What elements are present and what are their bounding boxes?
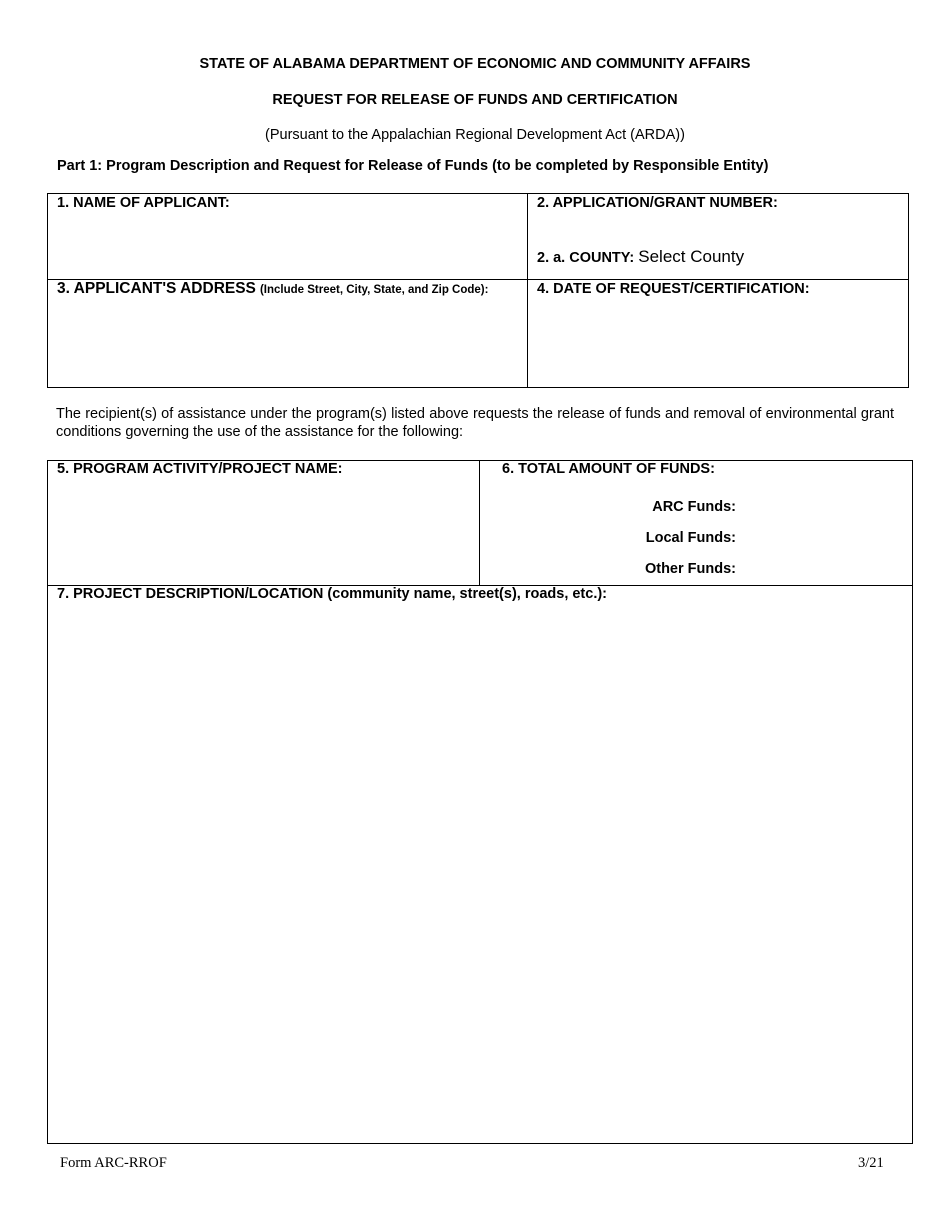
date-of-request-label: 4. DATE OF REQUEST/CERTIFICATION: xyxy=(537,281,810,297)
arc-funds-field[interactable] xyxy=(742,496,907,518)
county-row xyxy=(537,247,744,267)
form-id: Form ARC-RROF xyxy=(60,1155,167,1171)
grant-number-label: 2. APPLICATION/GRANT NUMBER: xyxy=(537,195,778,211)
agency-title: STATE OF ALABAMA DEPARTMENT OF ECONOMIC AND COMMUNITY AFFAIRS xyxy=(199,56,751,72)
applicant-address-field[interactable] xyxy=(52,302,522,382)
part1-heading: Part 1: Program Description and Request for Release of Funds (to be completed by Responsible Entity) xyxy=(57,158,769,174)
release-request-statement: The recipient(s) of assistance under the program(s) listed above requests the release of funds and removal of environmental grant conditions governing the use of the assistance for the following: xyxy=(56,406,894,440)
applicant-address-label: 3. APPLICANT'S ADDRESS xyxy=(57,280,256,297)
applicant-table-divider-vertical xyxy=(527,193,528,388)
program-name-field[interactable] xyxy=(52,482,474,580)
local-funds-field[interactable] xyxy=(742,527,907,549)
form-revision: 3/21 xyxy=(858,1155,884,1171)
local-funds-label: Local Funds: xyxy=(645,530,736,546)
grant-number-field[interactable] xyxy=(532,215,902,240)
county-label: 2. a. COUNTY: xyxy=(537,250,635,266)
county-select[interactable]: Select County xyxy=(638,247,745,266)
program-table-divider-vertical xyxy=(479,460,480,585)
arc-funds-label: ARC Funds: xyxy=(652,499,736,515)
project-description-label: 7. PROJECT DESCRIPTION/LOCATION (community name, street(s), roads, etc.): xyxy=(57,586,608,602)
program-name-label: 5. PROGRAM ACTIVITY/PROJECT NAME: xyxy=(57,461,343,477)
form-subtitle: (Pursuant to the Appalachian Regional Development Act (ARDA)) xyxy=(265,127,685,143)
name-of-applicant-field[interactable] xyxy=(52,215,522,275)
other-funds-field[interactable] xyxy=(742,558,907,580)
applicant-address-hint: (Include Street, City, State, and Zip Code): xyxy=(259,284,489,296)
date-of-request-field[interactable] xyxy=(532,302,902,382)
applicant-address-label-row xyxy=(57,280,488,298)
other-funds-label: Other Funds: xyxy=(644,561,736,577)
project-description-field[interactable] xyxy=(52,608,908,1138)
form-title: REQUEST FOR RELEASE OF FUNDS AND CERTIFICATION xyxy=(272,92,678,108)
name-of-applicant-label: 1. NAME OF APPLICANT: xyxy=(57,195,230,211)
total-funds-label: 6. TOTAL AMOUNT OF FUNDS: xyxy=(502,461,715,477)
